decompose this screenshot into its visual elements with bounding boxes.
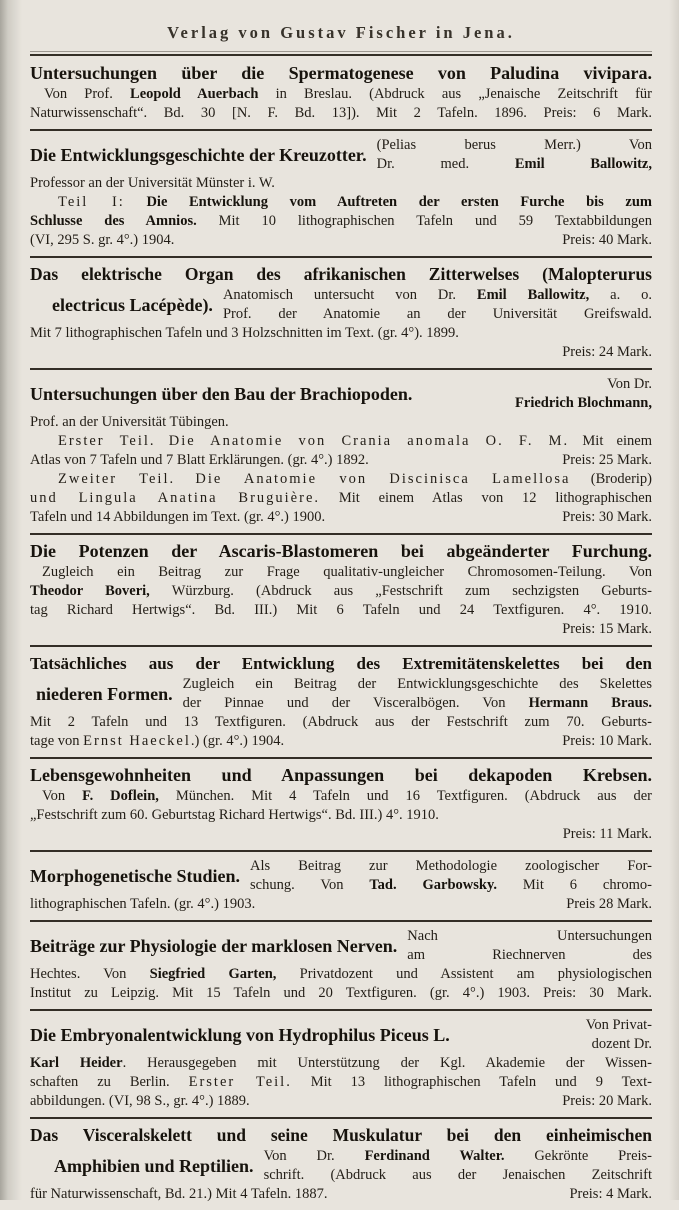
catalog-entry [30,1119,652,1210]
body-text: Teil I: Die Entwicklung vom Auftreten der ersten Furche bis zum [58,194,653,210]
letterspaced-text: und Lingula Anatina Bruguière. [30,490,321,506]
entry-title: Untersuchungen über den Bau der Brachiopoden. [30,383,413,404]
body-text: Naturwissenschaft“. Bd. 30 [N. F. Bd. 13]). Mit 2 Tafeln. 1896. Preis: 6 Mark. [30,105,652,121]
entry-side-note [223,286,652,324]
entry-body-line [30,732,652,751]
letterspaced-text: Zweiter Teil. [58,471,176,487]
letterspaced-text: Teil I: [58,194,125,210]
body-text: Mit 7 lithographischen Tafeln und 3 Holzschnitten im Text. (gr. 4°). 1899. [30,325,459,341]
publisher-masthead: Verlag von Gustav Fischer in Jena. [167,23,515,42]
body-text: Professor an der Universität Münster i. W. [30,175,275,191]
body-text: schaften zu Berlin. Erster Teil. Mit 13 lithographischen Tafeln und 9 Text- [30,1074,652,1090]
body-text: Preis: 24 Mark. [562,344,652,360]
entry-body-line [30,1092,652,1111]
entry-body-line [30,174,652,193]
entry-title-row [30,136,652,174]
entry-side-note [377,136,652,174]
side-note-line: schrift. (Abdruck aus der Jenaischen Zeitschrift [263,1167,652,1183]
body-text: „Festschrift zum 60. Geburtstag Richard Hertwigs“. Bd. III.) 4°. 1910. [30,807,439,823]
price-text: Preis: 30 Mark. [562,509,652,525]
entry-title: Beiträge zur Physiologie der marklosen Nerven. [30,935,398,956]
body-text: Zugleich ein Beitrag zur Frage qualitativ-ungleicher Chromosomen-Teilung. Von [42,564,652,580]
catalog-entry [30,1011,652,1117]
entry-body-line [30,1054,652,1073]
price-text: Preis 28 Mark. [566,896,652,912]
side-note-line: Von Dr. Ferdinand Walter. Gekrönte Preis- [263,1148,653,1164]
body-text: (VI, 295 S. gr. 4°.) 1904. [30,232,175,248]
entry-body-line [30,563,652,582]
letterspaced-text: Erster Teil. [188,1074,292,1090]
entry-body-line [30,324,652,343]
catalog-entry [30,535,652,645]
entry-body-line [30,601,652,620]
price-text: Preis: 20 Mark. [562,1093,652,1109]
entry-body-line [30,432,652,451]
side-note-line: Dr. med. Emil Ballowitz, [376,156,652,172]
body-text: Preis: 15 Mark. [562,621,652,637]
catalog-entry [30,258,652,368]
entry-body-line [30,212,652,231]
price-text: Preis: 4 Mark. [569,1186,652,1202]
side-note-line: Zugleich ein Beitrag der Entwicklungsgeschichte des Skelettes [182,676,652,692]
entry-title: electricus Lacépède). [52,294,213,315]
catalog-entry [30,647,652,757]
entry-title: Die Entwicklungsgeschichte der Kreuzotter. [30,144,367,165]
body-text: und Lingula Anatina Bruguière. Mit einem Atlas von 12 lithographischen [30,490,652,506]
entry-body-line [30,895,652,914]
entry-title: Untersuchungen über die Spermatogenese von Paludina vivipara. [30,63,652,83]
entry-title: Das elektrische Organ des afrikanischen Zitterwelses (Malopterurus [30,264,652,284]
entry-body-line [30,470,652,489]
masthead-rule [30,51,652,56]
entry-side-note [264,1147,652,1185]
entry-body-line [30,413,652,432]
entry-body-line [30,489,652,508]
entry-body-line [30,508,652,527]
catalog-entry [30,370,652,533]
letterspaced-text: Ernst Haeckel [83,733,191,749]
entry-title: Die Embryonalentwicklung von Hydrophilus Piceus L. [30,1024,450,1045]
catalog-entry [30,131,652,256]
price-text: Preis: 25 Mark. [562,452,652,468]
entry-body-line [30,965,652,984]
body-text: Von Prof. Leopold Auerbach in Breslau. (Abdruck aus „Jenaische Zeitschrift für [44,86,652,102]
entry-title: Tatsächliches aus der Entwicklung des Extremitätenskelettes bei den [30,654,652,673]
entry-title-row [30,857,652,895]
entry-title-row [30,927,652,965]
body-text: Schlusse des Amnios. Mit 10 lithographischen Tafeln und 59 Textabbildungen [30,213,652,229]
body-text: Preis: 11 Mark. [562,826,652,842]
price-text: Preis: 40 Mark. [562,232,652,248]
entry-title: niederen Formen. [36,683,173,704]
body-text: Institut zu Leipzig. Mit 15 Tafeln und 20 Textfiguren. (gr. 4°.) 1903. Preis: 30 Mark. [30,985,652,1001]
entry-title: Morphogenetische Studien. [30,865,241,886]
entry-title: Das Visceralskelett und seine Muskulatur bei den einheimischen [30,1125,652,1145]
catalog-entry [30,759,652,850]
entry-title: Die Potenzen der Ascaris-Blastomeren bei abgeänderter Furchung. [30,541,652,561]
entry-body-line [30,193,652,212]
entry-body-line [30,825,652,844]
entry-body-line [30,85,652,104]
side-note-line: Als Beitrag zur Methodologie zoologischer For- [250,858,652,874]
entry-title: Amphibien und Reptilien. [54,1155,254,1176]
side-note-line: Von Dr. [607,376,652,392]
side-note-line: Prof. der Anatomie an der Universität Greifswald. [222,306,652,322]
letterspaced-text: Erster Teil. [58,433,156,449]
entry-side-note [250,857,652,895]
body-text: tage von Ernst Haeckel.) (gr. 4°.) 1904. [30,733,285,749]
entry-body-line [30,1073,652,1092]
entry-title-row [30,1147,652,1185]
body-text: Von F. Doflein, München. Mit 4 Tafeln und 16 Textfiguren. (Abdruck aus der [42,788,653,804]
body-text: Hechtes. Von Siegfried Garten, Privatdozent und Assistent am physiologischen [30,966,652,982]
entry-body-line [30,451,652,470]
side-note-line: (Pelias berus Merr.) Von [376,137,652,153]
body-text: lithographischen Tafeln. (gr. 4°.) 1903. [30,896,256,912]
entry-title-row [30,1016,652,1054]
entry-body-line [30,787,652,806]
side-note-line: Von Privat- [585,1017,652,1033]
catalog-entry [30,852,652,920]
side-note-line: dozent Dr. [591,1036,652,1052]
side-note-line: am Riechnerven des [407,947,652,963]
body-text: Tafeln und 14 Abbildungen im Text. (gr. 4°.) 1900. [30,509,326,525]
entry-body-line [30,1185,652,1204]
price-text: Preis: 10 Mark. [562,733,652,749]
body-text: für Naturwissenschaft, Bd. 21.) Mit 4 Tafeln. 1887. [30,1186,328,1202]
letterspaced-text: Die Anatomie von Crania anomala O. F. M. [168,433,570,449]
entry-title-row [30,375,652,413]
side-note-line: der Pinnae und der Visceralbögen. Von Hermann Braus. [182,695,652,711]
side-note-line: Anatomisch untersucht von Dr. Emil Ballowitz, a. o. [222,287,652,303]
entry-body-line [30,343,652,362]
entry-body-line [30,582,652,601]
entry-body-line [30,806,652,825]
entry-title-row [30,286,652,324]
entry-title-row [30,675,652,713]
side-note-line: schung. Von Tad. Garbowsky. Mit 6 chromo- [250,877,653,893]
letterspaced-text: Die Anatomie von Discinisca Lamellosa [195,471,571,487]
side-note-line: Nach Untersuchungen [407,928,652,944]
entry-body-line [30,231,652,250]
catalog-entry [30,57,652,129]
entry-side-note [460,1016,652,1054]
body-text: Atlas von 7 Tafeln und 7 Blatt Erklärungen. (gr. 4°.) 1892. [30,452,369,468]
body-text: Zweiter Teil. Die Anatomie von Discinisca Lamellosa (Broderip) [58,471,653,487]
body-text: Prof. an der Universität Tübingen. [30,414,229,430]
entry-body-line [30,620,652,639]
body-text: Erster Teil. Die Anatomie von Crania anomala O. F. M. Mit einem [58,433,652,449]
side-note-line: Friedrich Blochmann, [515,395,652,411]
body-text: Mit 2 Tafeln und 13 Textfiguren. (Abdruck aus der Festschrift zum 70. Geburts- [30,714,652,730]
entries-list [30,57,652,1210]
entry-title: Lebensgewohnheiten und Anpassungen bei dekapoden Krebsen. [30,765,652,785]
entry-side-note [422,375,652,413]
entry-body-line [30,713,652,732]
body-text: Karl Heider. Herausgegeben mit Unterstützung der Kgl. Akademie der Wissen- [30,1055,652,1071]
entry-side-note [183,675,652,713]
catalog-entry [30,922,652,1009]
entry-body-line [30,104,652,123]
body-text: Theodor Boveri, Würzburg. (Abdruck aus „Festschrift zum sechzigsten Geburts- [30,583,653,599]
body-text: abbildungen. (VI, 98 S., gr. 4°.) 1889. [30,1093,250,1109]
body-text: tag Richard Hertwigs“. Bd. III.) Mit 6 Tafeln und 24 Textfiguren. 4°. 1910. [30,602,652,618]
entry-side-note [407,927,652,965]
entry-body-line [30,984,652,1003]
